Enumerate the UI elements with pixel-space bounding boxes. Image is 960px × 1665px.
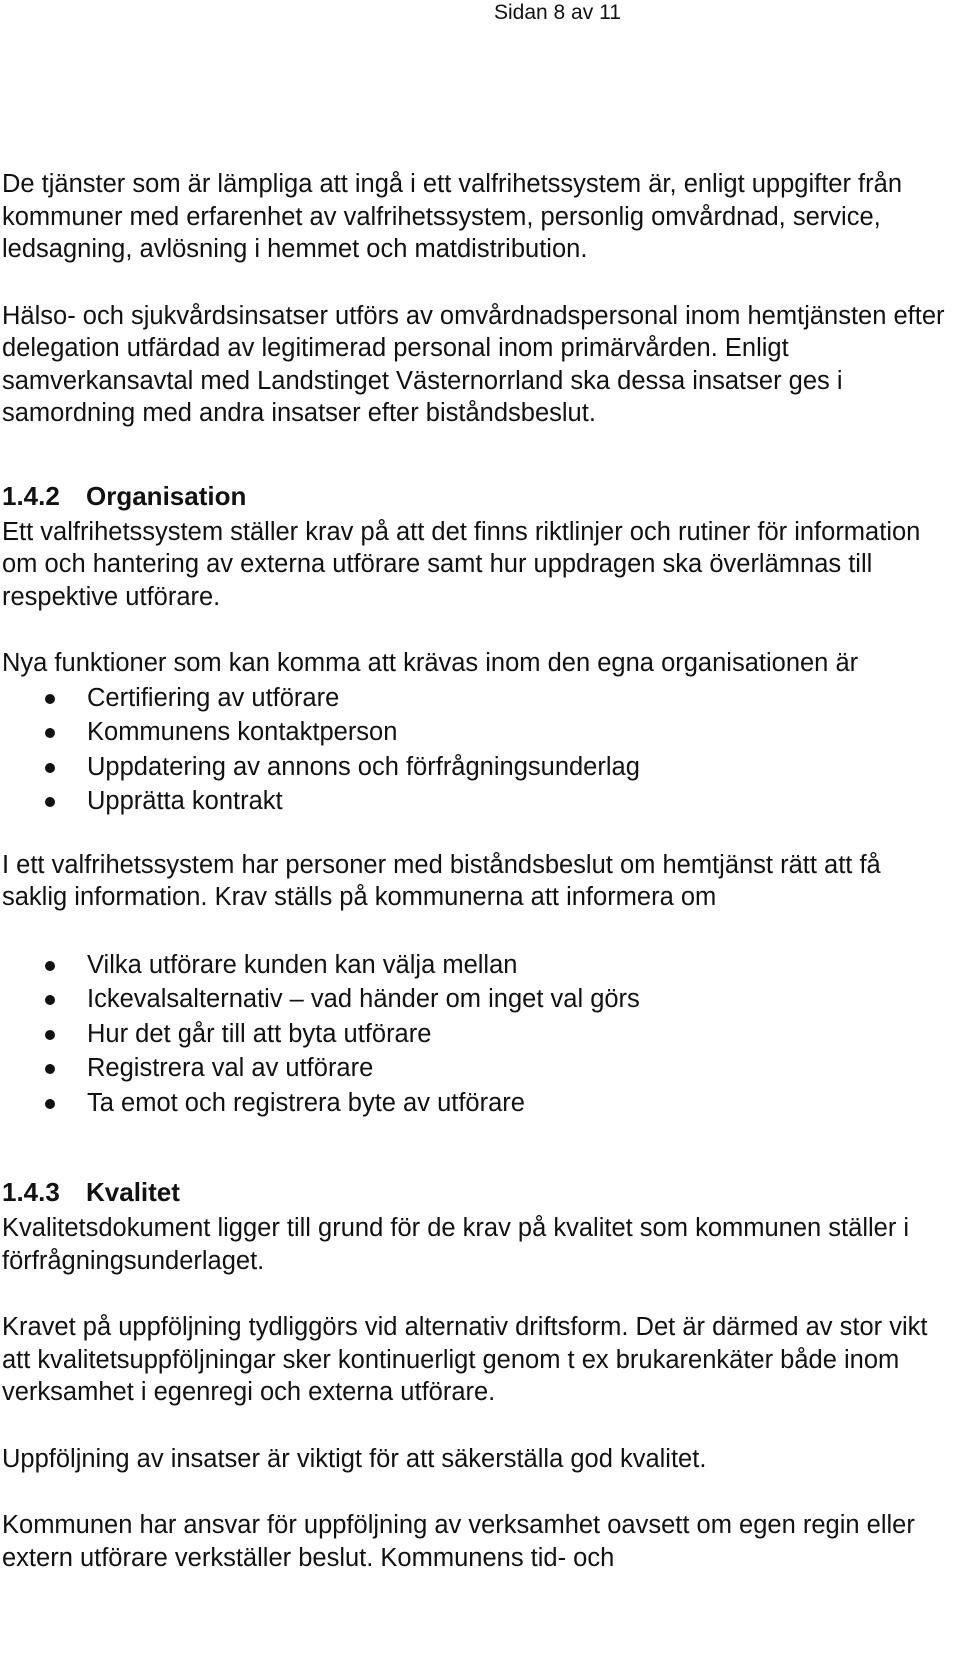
page-number-label: Sidan 8 av 11 xyxy=(494,1,621,24)
section-number: 1.4.2 xyxy=(2,480,60,511)
bullet-icon xyxy=(45,797,55,807)
list-item-text: Certifiering av utförare xyxy=(87,683,340,712)
list-item-text: Upprätta kontrakt xyxy=(87,787,283,815)
bullet-icon xyxy=(45,763,55,773)
list-item-text: Hur det går till att byta utförare xyxy=(87,1019,432,1048)
information-requirements-list xyxy=(2,948,952,1121)
organisation-paragraph-2: Nya funktioner som kan komma att krävas inom den egna organisationen är xyxy=(2,649,859,677)
section-title: Organisation xyxy=(86,480,247,511)
section-title: Kvalitet xyxy=(86,1177,180,1207)
bullet-icon xyxy=(45,1099,55,1109)
section-heading-kvalitet xyxy=(2,1176,952,1208)
list-item xyxy=(2,1017,952,1052)
bullet-icon xyxy=(45,1030,55,1040)
list-item-text: Ickevalsalternativ – vad händer om inget val görs xyxy=(87,985,640,1013)
list-item xyxy=(2,982,952,1017)
list-item-text: Uppdatering av annons och förfrågningsunderlag xyxy=(87,752,640,781)
section-number: 1.4.3 xyxy=(2,1177,60,1207)
intro-paragraph-healthcare: Hälso- och sjukvårdsinsatser utförs av omvårdnadspersonal inom hemtjänsten efter delegation utfärdad av legitimerad personal inom primärvården. Enligt samverkansavtal med Landstinget Västernorrland ska dessa insatser ges i samordning med andra insatser efter biståndsbeslut. xyxy=(2,301,945,427)
list-item xyxy=(2,948,952,983)
organisation-paragraph-1: Ett valfrihetssystem ställer krav på att det finns riktlinjer och rutiner för information om och hantering av externa utförare samt hur uppdragen ska överlämnas till respektive utförare. xyxy=(2,517,921,611)
kvalitet-paragraph-2: Kravet på uppföljning tydliggörs vid alternativ driftsform. Det är därmed av stor vikt att kvalitetsuppföljningar sker kontinuerligt genom t ex brukarenkäter både inom verksamhet i egenregi och externa utförare. xyxy=(2,1313,928,1406)
bullet-icon xyxy=(45,694,55,704)
list-item xyxy=(2,1086,952,1121)
list-item-text: Vilka utförare kunden kan välja mellan xyxy=(87,950,518,979)
list-item xyxy=(2,715,952,750)
kvalitet-paragraph-1: Kvalitetsdokument ligger till grund för de krav på kvalitet som kommunen ställer i förfrågningsunderlaget. xyxy=(2,1214,910,1275)
kvalitet-paragraph-3: Uppföljning av insatser är viktigt för att säkerställa god kvalitet. xyxy=(2,1444,707,1473)
list-item xyxy=(2,681,952,716)
document-body xyxy=(2,168,952,1574)
list-item xyxy=(2,784,952,819)
list-item-text: Kommunens kontaktperson xyxy=(87,718,398,746)
list-item xyxy=(2,750,952,785)
intro-paragraph-services: De tjänster som är lämpliga att ingå i ett valfrihetssystem är, enligt uppgifter från kommuner med erfarenhet av valfrihetssystem, personlig omvårdnad, service, ledsagning, avlösning i hemmet och matdistribution. xyxy=(2,170,902,263)
list-item xyxy=(2,1051,952,1086)
new-functions-list xyxy=(2,681,952,819)
bullet-icon xyxy=(45,728,55,738)
bullet-icon xyxy=(45,1064,55,1074)
list-item-text: Registrera val av utförare xyxy=(87,1054,374,1082)
list-item-text: Ta emot och registrera byte av utförare xyxy=(87,1088,525,1117)
bullet-icon xyxy=(45,961,55,971)
organisation-paragraph-3: I ett valfrihetssystem har personer med biståndsbeslut om hemtjänst rätt att få saklig information. Krav ställs på kommunerna att informera om xyxy=(2,850,881,911)
bullet-icon xyxy=(45,995,55,1005)
kvalitet-paragraph-4: Kommunen har ansvar för uppföljning av verksamhet oavsett om egen regin eller extern utförare verkställer beslut. Kommunens tid- och xyxy=(2,1511,915,1572)
section-heading-organisation xyxy=(2,480,952,512)
